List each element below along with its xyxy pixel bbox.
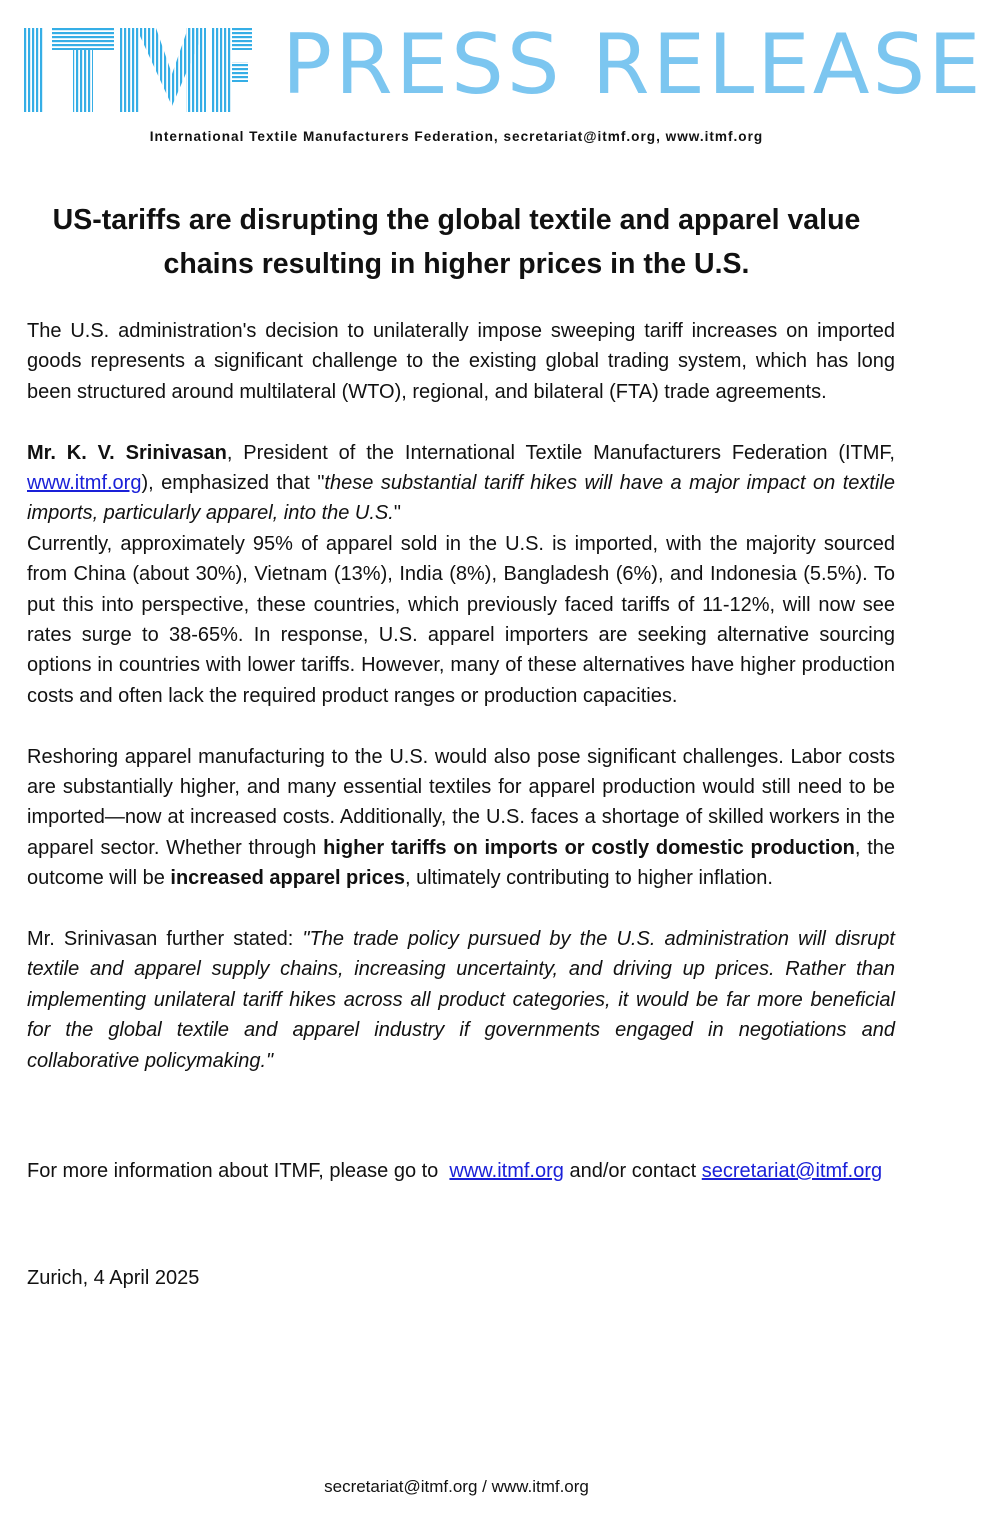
federation-contact-line: International Textile Manufacturers Federation, secretariat@itmf.org, www.itmf.org [149,129,764,144]
paragraph-import-figures: Currently, approximately 95% of apparel sold in the U.S. is imported, with the majority sourced from China (about 30%), Vietnam (13%), India (8%), Bangladesh (6%), and Indonesia (5.5%). To put this into perspective, these countries, which previously faced tariffs of 11-12%, will now see rates surge to 38-65%. In response, U.S. apparel importers are seeking alternative sourcing options in countries with lower tariffs. However, many of these alternatives have higher production costs and often lack the required product ranges or production capacities. [27,532,895,707]
press-release-body [27,316,895,1293]
header [0,0,984,150]
contact-email-link[interactable]: secretariat@itmf.org [701,1160,883,1183]
paragraph-intro: The U.S. administration's decision to unilaterally impose sweeping tariff increases on imported goods represents a significant challenge to the existing global trading system, which has long been structured around multilateral (WTO), regional, and bilateral (FTA) trade agreements. [27,320,895,403]
speaker-name: Mr. K. V. Srinivasan [27,441,227,464]
paragraph-contact: For more information about ITMF, please go to www.itmf.org and/or contact secretariat@itmf.org [27,1160,883,1183]
paragraph-further-statement: Mr. Srinivasan further stated: "The trade policy pursued by the U.S. administration will disrupt textile and apparel supply chains, increasing uncertainty, and driving up prices. Rather than implementing unilateral tariff hikes across all product categories, it would be far more beneficial for the global textile and apparel industry if governments engaged in negotiations and collaborative policymaking." [27,928,895,1072]
press-release-heading: PRESS RELEASE [282,16,984,113]
press-release-title: US-tariffs are disrupting the global textile and apparel value chains resulting in higher prices in the U.S. [52,204,861,280]
itmf-logo [24,28,252,112]
contact-website-link[interactable]: www.itmf.org [449,1160,564,1183]
itmf-website-link[interactable]: www.itmf.org [27,472,142,495]
page-footer: secretariat@itmf.org / www.itmf.org [324,1477,589,1496]
dateline: Zurich, 4 April 2025 [27,1266,200,1289]
paragraph-reshoring: Reshoring apparel manufacturing to the U.S. would also pose significant challenges. Labor costs are substantially higher, and many essential textiles for apparel production would still need to be imported—now at increased costs. Additionally, the U.S. faces a shortage of skilled workers in the apparel sector. Whether through higher tariffs on imports or costly domestic production, the outcome will be increased apparel prices, ultimately contributing to higher inflation. [27,745,896,890]
further-quote: "The trade policy pursued by the U.S. administration will disrupt textile and apparel supply chains, increasing uncertainty, and driving up prices. Rather than implementing unilateral tariff hikes across all product categories, it would be far more beneficial for the global textile and apparel industry if governments engaged in negotiations and collaborative policymaking." [27,928,895,1072]
president-quote: these substantial tariff hikes will have a major impact on textile imports, particularly apparel, into the U.S. [27,472,895,525]
paragraph-president-statement: Mr. K. V. Srinivasan, President of the International Textile Manufacturers Federation (ITMF, www.itmf.org), emphasized that "these substantial tariff hikes will have a major impact on textile imports, particularly apparel, into the U.S." [27,441,895,525]
